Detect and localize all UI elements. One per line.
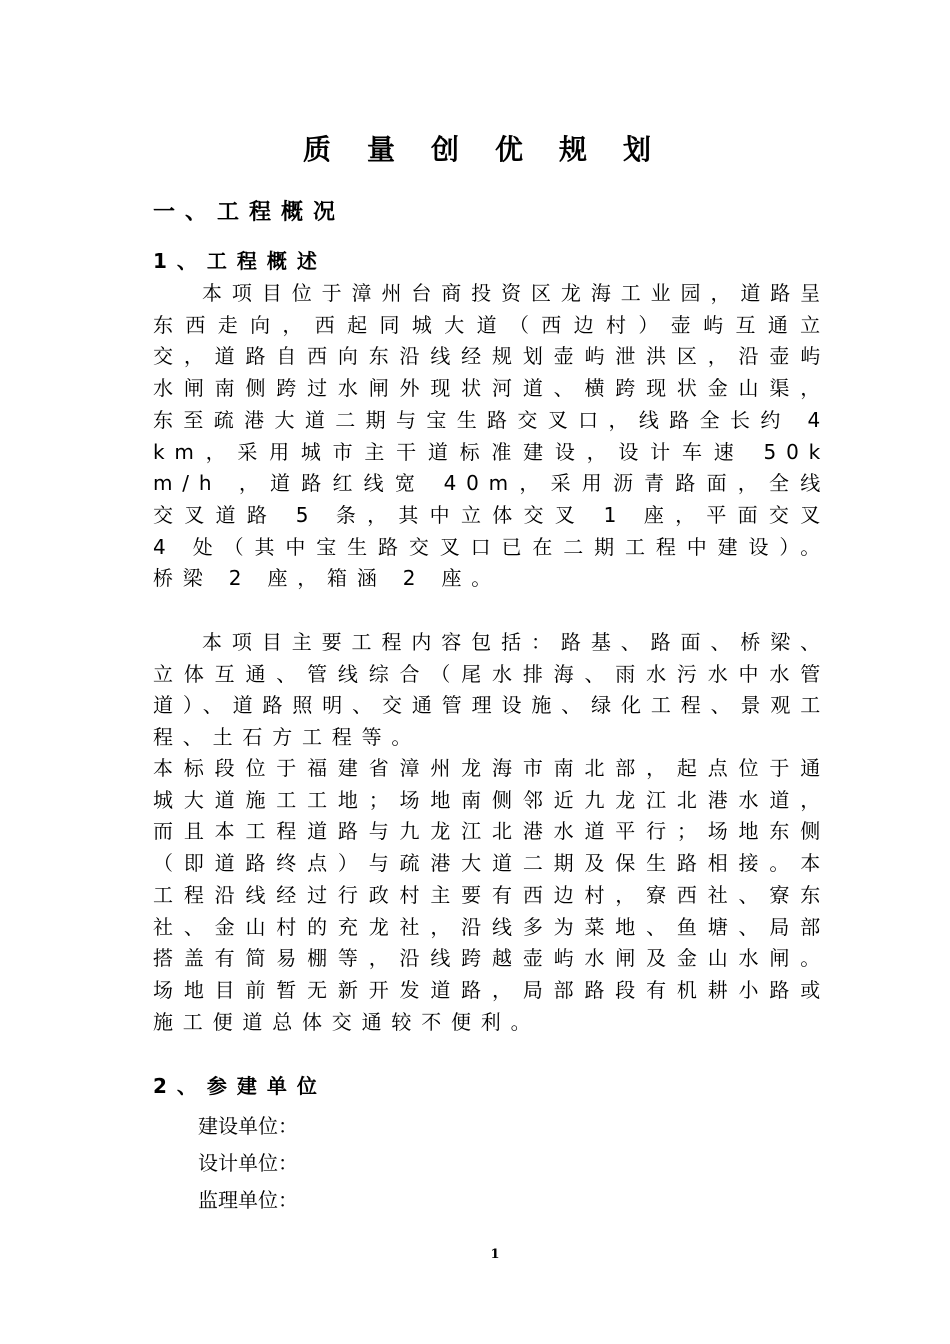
paragraph-project-location: 本项目位于漳州台商投资区龙海工业园，道路呈东西走向，西起同城大道（西边村）壶屿互通立交，道路自西向东沿线经规划壶屿泄洪区，沿壶屿水闸南侧跨过水闸外现状河道、横跨现状金山渠，东至疏港大道二期与宝生路交叉口，线路全长约 4km，采用城市主干道标准建设，设计车速 50km/h ，道路红线宽 40m，采用沥青路面，全线交叉道路 5 条，其中立体交叉 1 座，平面交叉 4 处（其中宝生路交叉口已在二期工程中建设）。桥梁 2 座，箱涵 2 座。 <box>153 281 830 591</box>
unit-supervisor: 监理单位： <box>198 1188 298 1212</box>
page-number: 1 <box>490 1247 500 1262</box>
subsection-heading-participants: 2、参建单位 <box>153 1074 327 1098</box>
unit-designer: 设计单位： <box>198 1151 298 1175</box>
participant-unit-list <box>198 1108 298 1219</box>
paragraph-project-scope: 本项目主要工程内容包括：路基、路面、桥梁、立体互通、管线综合（尾水排海、雨水污水中水管道）、道路照明、交通管理设施、绿化工程、景观工程、土石方工程等。 <box>153 630 830 750</box>
paragraph-site-conditions: 本标段位于福建省漳州龙海市南北部，起点位于通城大道施工工地；场地南侧邻近九龙江北港水道，而且本工程道路与九龙江北港水道平行；场地东侧（即道路终点）与疏港大道二期及保生路相接。本工程沿线经过行政村主要有西边村，寮西社、寮东社、金山村的充龙社，沿线多为菜地、鱼塘、局部搭盖有简易棚等，沿线跨越壶屿水闸及金山水闸。场地目前暂无新开发道路，局部路段有机耕小路或施工便道总体交通较不便利。 <box>153 756 830 1034</box>
document-title: 质量创优规划 <box>302 133 687 166</box>
section-heading-overview: 一、工程概况 <box>153 200 346 225</box>
unit-owner: 建设单位： <box>198 1114 298 1138</box>
subsection-heading-summary: 1、工程概述 <box>153 249 327 273</box>
